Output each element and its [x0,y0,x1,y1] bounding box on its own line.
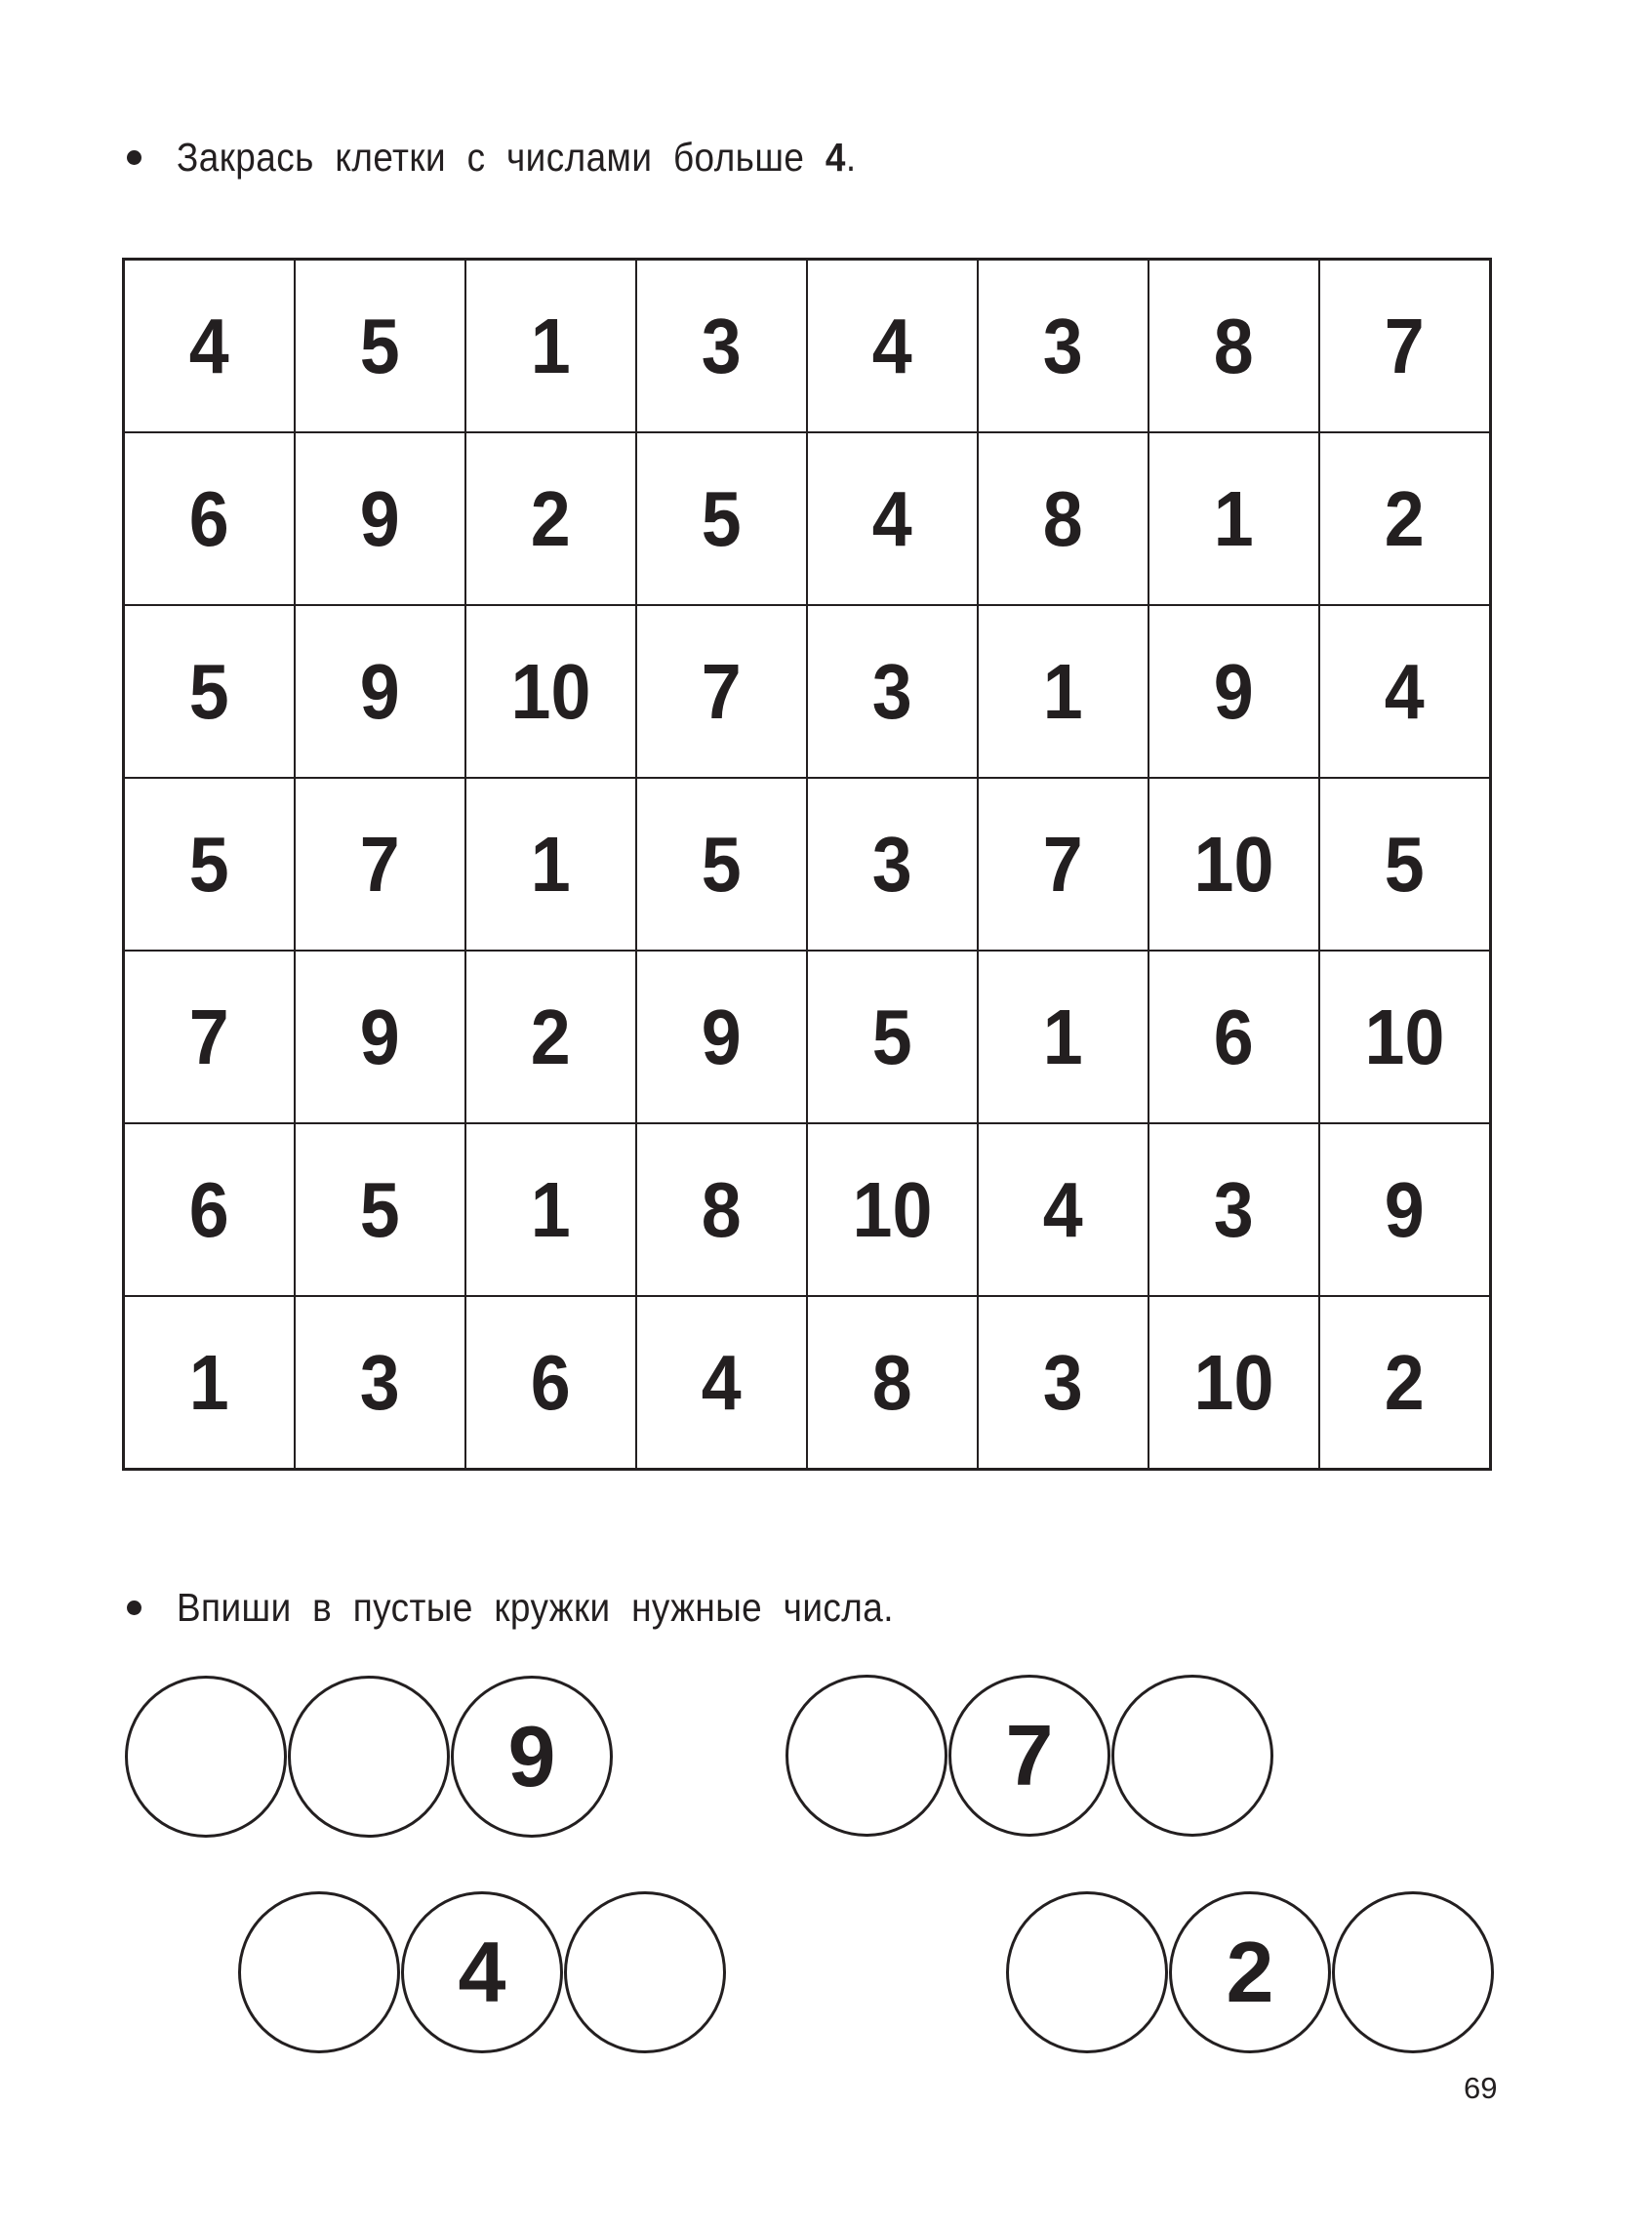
grid-cell[interactable]: 1 [124,1296,296,1470]
instruction-text: Закрась клетки с числами больше 4. [177,134,857,180]
grid-cell[interactable]: 6 [124,432,296,605]
grid-cell[interactable]: 9 [295,432,465,605]
circle-blank[interactable] [564,1891,726,2053]
grid-cell[interactable]: 5 [807,951,978,1123]
grid-row [124,951,1491,1123]
circle-given: 2 [1169,1891,1331,2053]
grid-cell[interactable]: 7 [636,605,807,778]
bullet-icon [127,150,141,165]
circle-blank[interactable] [786,1675,947,1837]
grid-cell[interactable]: 3 [978,260,1148,433]
circle-blank[interactable] [125,1676,287,1838]
grid-cell[interactable]: 9 [295,605,465,778]
grid-cell[interactable]: 2 [465,951,636,1123]
grid-cell[interactable]: 1 [978,605,1148,778]
grid-cell[interactable]: 9 [295,951,465,1123]
grid-row [124,260,1491,433]
grid-cell[interactable]: 6 [1148,951,1319,1123]
grid-cell[interactable]: 10 [1148,1296,1319,1470]
grid-cell[interactable]: 1 [465,778,636,951]
circle-blank[interactable] [1332,1891,1494,2053]
grid-cell[interactable]: 8 [636,1123,807,1296]
circle-given: 9 [451,1676,613,1838]
grid-cell[interactable]: 5 [1319,778,1491,951]
grid-cell[interactable]: 7 [124,951,296,1123]
instruction-number: 4 [825,134,846,180]
circle-chain [786,1675,1274,1837]
grid-cell[interactable]: 10 [807,1123,978,1296]
grid-cell[interactable]: 9 [1319,1123,1491,1296]
grid-cell[interactable]: 5 [636,432,807,605]
grid-cell[interactable]: 7 [978,778,1148,951]
grid-cell[interactable]: 4 [636,1296,807,1470]
grid-cell[interactable]: 1 [465,1123,636,1296]
grid-cell[interactable]: 8 [1148,260,1319,433]
grid-row [124,1296,1491,1470]
grid-cell[interactable]: 5 [295,260,465,433]
grid-cell[interactable]: 3 [807,605,978,778]
circle-given: 4 [401,1891,563,2053]
circle-blank[interactable] [288,1676,450,1838]
grid-cell[interactable]: 3 [636,260,807,433]
circle-chain [238,1891,727,2053]
grid-row [124,778,1491,951]
circle-blank[interactable] [238,1891,400,2053]
circle-chain [125,1676,614,1838]
grid-cell[interactable]: 4 [978,1123,1148,1296]
number-grid [122,258,1492,1471]
grid-cell[interactable]: 8 [978,432,1148,605]
instruction-color-cells [117,128,932,186]
grid-cell[interactable]: 4 [1319,605,1491,778]
grid-cell[interactable]: 10 [465,605,636,778]
grid-cell[interactable]: 1 [1148,432,1319,605]
bullet-icon [127,1601,141,1615]
grid-cell[interactable]: 3 [295,1296,465,1470]
grid-cell[interactable]: 4 [807,432,978,605]
grid-cell[interactable]: 2 [1319,1296,1491,1470]
grid-cell[interactable]: 2 [1319,432,1491,605]
grid-cell[interactable]: 5 [295,1123,465,1296]
grid-cell[interactable]: 5 [636,778,807,951]
grid-cell[interactable]: 10 [1319,951,1491,1123]
grid-cell[interactable]: 5 [124,778,296,951]
grid-cell[interactable]: 6 [124,1123,296,1296]
grid-cell[interactable]: 7 [1319,260,1491,433]
grid-cell[interactable]: 1 [465,260,636,433]
grid-cell[interactable]: 3 [807,778,978,951]
circle-given: 7 [948,1675,1110,1837]
instruction-text: Впиши в пустые кружки нужные числа. [177,1584,894,1630]
grid-cell[interactable]: 10 [1148,778,1319,951]
grid-cell[interactable]: 3 [978,1296,1148,1470]
grid-row [124,1123,1491,1296]
grid-cell[interactable]: 5 [124,605,296,778]
grid-cell[interactable]: 4 [124,260,296,433]
grid-cell[interactable]: 2 [465,432,636,605]
page-number: 69 [1464,2071,1498,2105]
grid-cell[interactable]: 9 [636,951,807,1123]
grid-cell[interactable]: 1 [978,951,1148,1123]
circle-blank[interactable] [1006,1891,1168,2053]
grid-row [124,432,1491,605]
grid-cell[interactable]: 6 [465,1296,636,1470]
grid-row [124,605,1491,778]
circle-chain [1006,1891,1495,2053]
grid-cell[interactable]: 4 [807,260,978,433]
instruction-fill-circles [117,1578,974,1637]
grid-cell[interactable]: 8 [807,1296,978,1470]
grid-cell[interactable]: 9 [1148,605,1319,778]
grid-cell[interactable]: 3 [1148,1123,1319,1296]
circle-blank[interactable] [1111,1675,1273,1837]
grid-cell[interactable]: 7 [295,778,465,951]
